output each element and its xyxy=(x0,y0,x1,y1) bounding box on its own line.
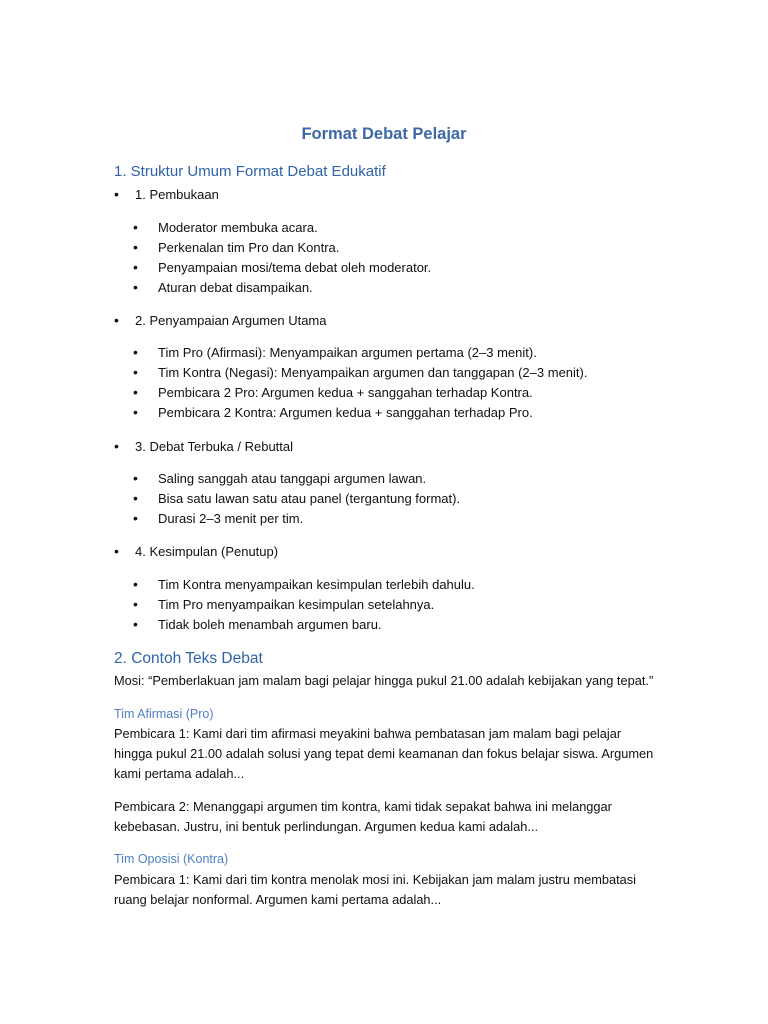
bullet-icon: • xyxy=(114,312,119,328)
list-item-text: Moderator membuka acara. xyxy=(158,220,318,235)
list-item xyxy=(133,363,587,383)
section-1-heading: 1. Struktur Umum Format Debat Edukatif xyxy=(114,163,386,180)
outline-item-label: 3. Debat Terbuka / Rebuttal xyxy=(135,439,294,454)
list-item-text: Tidak boleh menambah argumen baru. xyxy=(158,617,382,632)
list-item-text: Saling sanggah atau tanggapi argumen lawan. xyxy=(158,471,427,486)
list-item-text: Bisa satu lawan satu atau panel (tergantung format). xyxy=(158,491,461,506)
sub-list-kesimpulan xyxy=(133,575,475,635)
list-item-text: Tim Kontra menyampaikan kesimpulan terlebih dahulu. xyxy=(158,577,475,592)
list-item xyxy=(133,469,460,489)
bullet-icon: • xyxy=(133,616,138,632)
bullet-icon: • xyxy=(133,384,138,400)
list-item-text: Aturan debat disampaikan. xyxy=(158,280,313,295)
list-item xyxy=(133,489,460,509)
afirmasi-heading: Tim Afirmasi (Pro) xyxy=(114,707,214,721)
bullet-icon: • xyxy=(133,596,138,612)
outline-item-argumen-utama xyxy=(114,313,327,328)
list-item xyxy=(133,238,431,258)
list-item-text: Tim Kontra (Negasi): Menyampaikan argumen dan tanggapan (2–3 menit). xyxy=(158,365,588,380)
outline-item-label: 2. Penyampaian Argumen Utama xyxy=(135,313,327,328)
list-item xyxy=(133,615,475,635)
mosi-text: Mosi: “Pemberlakuan jam malam bagi pelajar hingga pukul 21.00 adalah kebijakan yang tepat.” xyxy=(114,673,654,688)
outline-item-kesimpulan xyxy=(114,544,278,559)
list-item-text: Durasi 2–3 menit per tim. xyxy=(158,511,304,526)
bullet-icon: • xyxy=(133,344,138,360)
bullet-icon: • xyxy=(133,404,138,420)
bullet-icon: • xyxy=(133,576,138,592)
list-item-text: Perkenalan tim Pro dan Kontra. xyxy=(158,240,340,255)
list-item xyxy=(133,258,431,278)
list-item xyxy=(133,403,587,423)
outline-item-pembukaan xyxy=(114,187,219,202)
list-item xyxy=(133,509,460,529)
bullet-icon: • xyxy=(133,259,138,275)
list-item xyxy=(133,595,475,615)
list-item xyxy=(133,343,587,363)
outline-item-debat-terbuka xyxy=(114,439,293,454)
bullet-icon: • xyxy=(133,510,138,526)
afirmasi-paragraph-1: Pembicara 1: Kami dari tim afirmasi meyakini bahwa pembatasan jam malam bagi pelajar hingga pukul 21.00 adalah solusi yang tepat demi keamanan dan fokus belajar siswa. Argumen kami pertama adalah... xyxy=(114,726,654,781)
sub-list-argumen-utama xyxy=(133,343,587,423)
list-item-text: Pembicara 2 Kontra: Argumen kedua + sanggahan terhadap Pro. xyxy=(158,405,533,420)
bullet-icon: • xyxy=(114,543,119,559)
bullet-icon: • xyxy=(133,279,138,295)
document-title: Format Debat Pelajar xyxy=(301,125,467,143)
list-item-text: Penyampaian mosi/tema debat oleh moderator. xyxy=(158,260,432,275)
list-item-text: Tim Pro (Afirmasi): Menyampaikan argumen pertama (2–3 menit). xyxy=(158,345,537,360)
outline-item-label: 1. Pembukaan xyxy=(135,187,219,202)
list-item-text: Tim Pro menyampaikan kesimpulan setelahnya. xyxy=(158,597,435,612)
bullet-icon: • xyxy=(114,438,119,454)
oposisi-paragraph-1: Pembicara 1: Kami dari tim kontra menolak mosi ini. Kebijakan jam malam justru membatasi ruang belajar nonformal. Argumen kami pertama adalah... xyxy=(114,872,637,907)
section-2-heading: 2. Contoh Teks Debat xyxy=(114,650,263,667)
afirmasi-paragraph-2: Pembicara 2: Menanggapi argumen tim kontra, kami tidak sepakat bahwa ini melanggar kebebasan. Justru, ini bentuk perlindungan. Argumen kedua kami adalah... xyxy=(114,799,612,834)
oposisi-heading: Tim Oposisi (Kontra) xyxy=(114,852,229,866)
list-item-text: Pembicara 2 Pro: Argumen kedua + sanggahan terhadap Kontra. xyxy=(158,385,533,400)
bullet-icon: • xyxy=(133,490,138,506)
bullet-icon: • xyxy=(133,470,138,486)
list-item xyxy=(133,218,431,238)
bullet-icon: • xyxy=(133,219,138,235)
sub-list-pembukaan xyxy=(133,218,431,298)
list-item xyxy=(133,575,475,595)
list-item xyxy=(133,278,431,298)
sub-list-debat-terbuka xyxy=(133,469,460,529)
bullet-icon: • xyxy=(114,186,119,202)
list-item xyxy=(133,383,587,403)
bullet-icon: • xyxy=(133,239,138,255)
bullet-icon: • xyxy=(133,364,138,380)
outline-item-label: 4. Kesimpulan (Penutup) xyxy=(135,544,279,559)
